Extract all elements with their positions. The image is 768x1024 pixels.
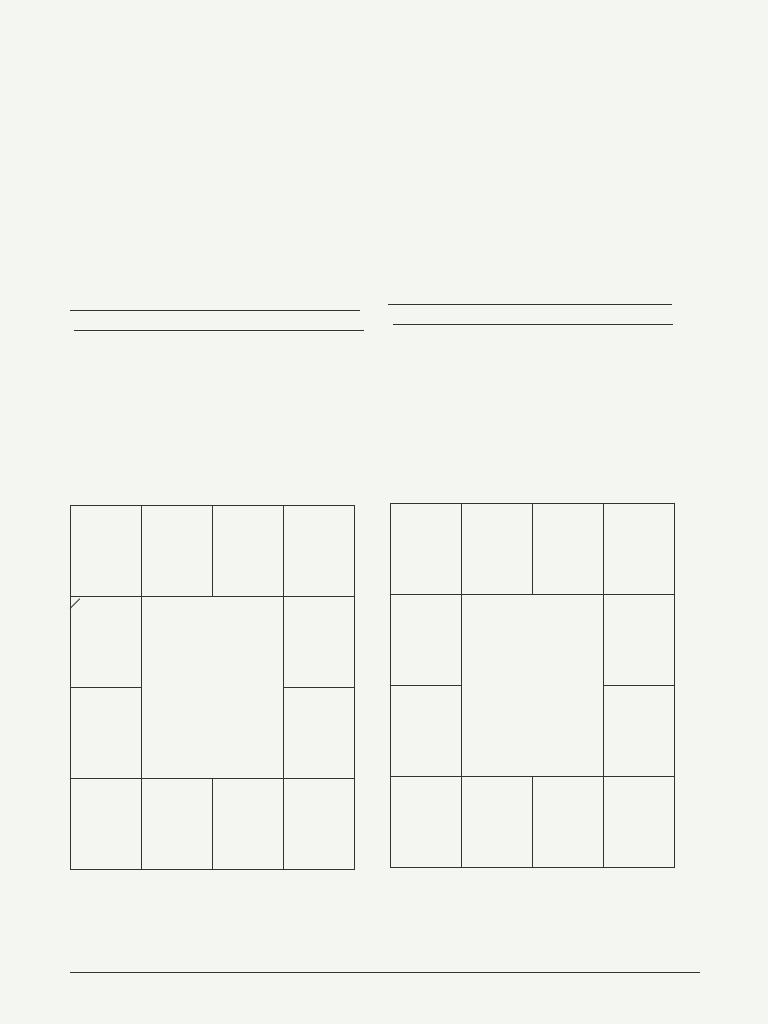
info-row [393, 220, 509, 238]
info-row [393, 166, 509, 184]
planet-table-right [393, 306, 673, 417]
planet-row [74, 387, 364, 405]
chart-house [283, 687, 355, 779]
info-row [82, 118, 200, 136]
info-row [393, 58, 509, 76]
info-row [82, 136, 200, 154]
chart-house [141, 778, 213, 870]
right-table-top-rule [388, 304, 672, 305]
planet-row [74, 423, 364, 441]
planet-row [74, 351, 364, 369]
chart-house [70, 596, 142, 688]
info-row [393, 202, 509, 220]
info-row [82, 226, 200, 244]
chart-house [212, 778, 284, 870]
chart-house [283, 596, 355, 688]
chart-house [603, 685, 675, 777]
info-row [393, 94, 509, 112]
info-row [82, 244, 200, 262]
chart-house [283, 505, 355, 597]
planet-row [74, 333, 364, 351]
planet-row [393, 399, 673, 417]
chart-house [532, 776, 604, 868]
info-row [82, 100, 200, 118]
birth-details-right [393, 58, 509, 238]
left-table-top-rule [70, 310, 360, 311]
chart-house [390, 776, 462, 868]
info-row [82, 82, 200, 100]
chart-house [603, 594, 675, 686]
table-header-row [393, 306, 673, 325]
chart-house [70, 505, 142, 597]
planet-row [74, 405, 364, 423]
info-row [393, 76, 509, 94]
chart-house [603, 503, 675, 595]
planet-row [393, 327, 673, 345]
birth-details-left [82, 64, 200, 262]
bottom-rule [70, 972, 700, 973]
chart-center-label [141, 596, 283, 778]
chart-center-label [461, 594, 603, 776]
chart-house [283, 778, 355, 870]
info-row [393, 130, 509, 148]
info-row [82, 190, 200, 208]
info-row [393, 184, 509, 202]
info-row [393, 148, 509, 166]
chart-house [390, 503, 462, 595]
chart-house [532, 503, 604, 595]
table-header-row [74, 312, 364, 331]
planet-row [393, 363, 673, 381]
planet-row [393, 345, 673, 363]
chart-house [390, 685, 462, 777]
chart-house [390, 594, 462, 686]
chart-house [461, 503, 533, 595]
info-row [82, 154, 200, 172]
chart-house [70, 687, 142, 779]
info-row [393, 112, 509, 130]
chart-house [212, 505, 284, 597]
planet-row [393, 381, 673, 399]
info-row [82, 172, 200, 190]
planet-row [74, 369, 364, 387]
chart-house [70, 778, 142, 870]
info-row [82, 64, 200, 82]
chart-house [141, 505, 213, 597]
chart-house [603, 776, 675, 868]
planet-table-left [74, 312, 364, 441]
info-row [82, 208, 200, 226]
chart-house [461, 776, 533, 868]
